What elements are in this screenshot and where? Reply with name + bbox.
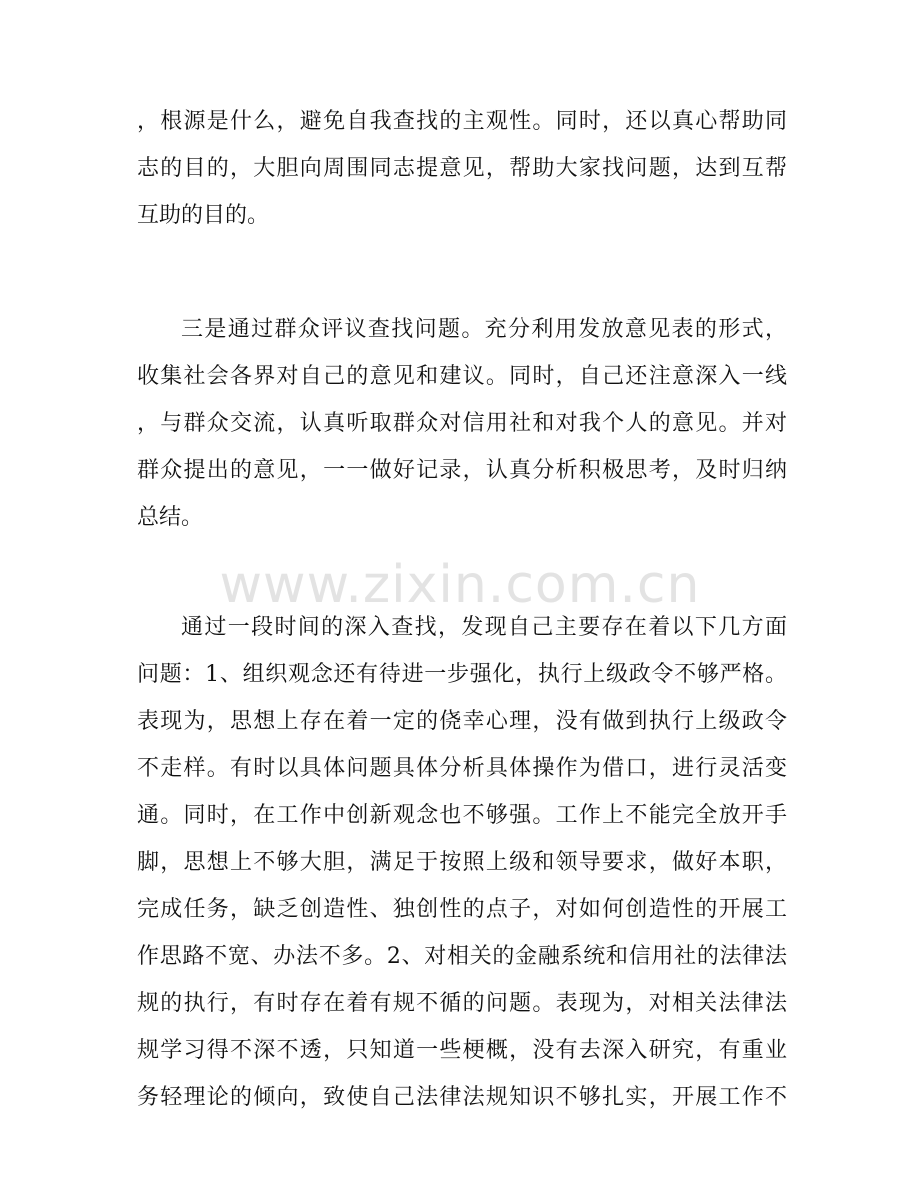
text-line: ，根源是什么，避免自我查找的主观性。同时，还以真心帮助同 (137, 109, 787, 134)
text-line: 通。同时，在工作中创新观念也不够强。工作上不能完全放开手 (137, 803, 787, 828)
text-line: 表现为，思想上存在着一定的侥幸心理，没有做到执行上级政令 (137, 709, 787, 734)
text-line: 志的目的，大胆向周围同志提意见，帮助大家找问题，达到互帮 (137, 156, 787, 181)
text-line: 收集社会各界对自己的意见和建议。同时，自己还注意深入一线 (137, 364, 787, 389)
text-line: 完成任务，缺乏创造性、独创性的点子，对如何创造性的开展工 (137, 897, 787, 922)
text-line: 互助的目的。 (137, 203, 270, 228)
text-line: 务轻理论的倾向，致使自己法律法规知识不够扎实，开展工作不 (137, 1085, 787, 1110)
text-line: 规学习得不深不透，只知道一些梗概，没有去深入研究，有重业 (137, 1038, 787, 1063)
text-line: 通过一段时间的深入查找，发现自己主要存在着以下几方面 (181, 615, 787, 640)
text-line: 问题：1、组织观念还有待进一步强化，执行上级政令不够严格。 (137, 662, 787, 687)
watermark: www.zixin.com.cn (219, 555, 701, 615)
text-line: 脚，思想上不够大胆，满足于按照上级和领导要求，做好本职， (137, 850, 787, 875)
text-line: 群众提出的意见，一一做好记录，认真分析积极思考，及时归纳 (137, 458, 787, 483)
text-line: 不走样。有时以具体问题具体分析具体操作为借口，进行灵活变 (137, 756, 787, 781)
text-line: 三是通过群众评议查找问题。充分利用发放意见表的形式， (181, 317, 787, 342)
text-line: 作思路不宽、办法不多。2、对相关的金融系统和信用社的法律法 (137, 944, 787, 969)
text-line: ，与群众交流，认真听取群众对信用社和对我个人的意见。并对 (137, 411, 787, 436)
text-line: 规的执行，有时存在着有规不循的问题。表现为，对相关法律法 (137, 991, 787, 1016)
text-line: 总结。 (137, 505, 204, 530)
